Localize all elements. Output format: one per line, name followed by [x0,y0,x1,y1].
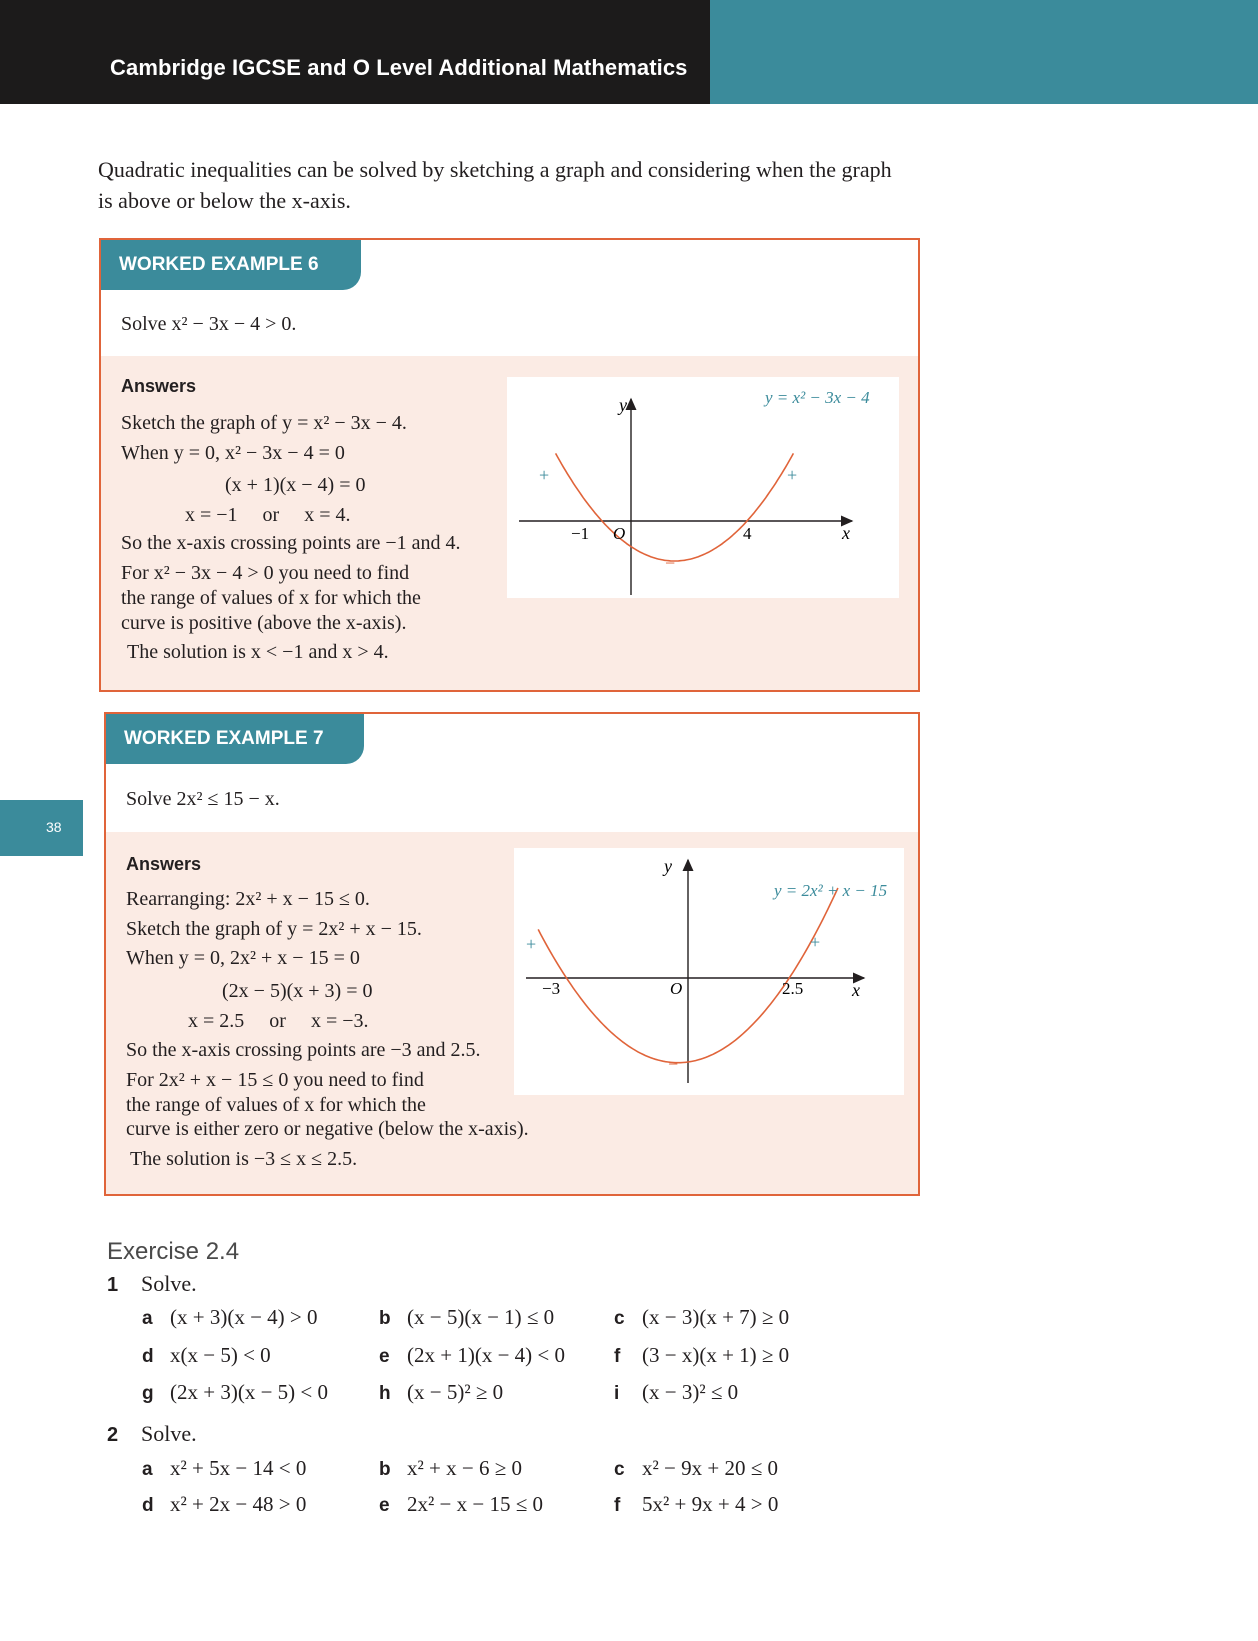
exercise-part: f 5x² + 9x + 4 > 0 [614,1492,779,1516]
exercise-part: b (x − 5)(x − 1) ≤ 0 [379,1305,555,1329]
x-axis-label: x [842,523,850,543]
parabola-graph-6 [507,377,899,598]
worked-example-6-question: Solve x² − 3x − 4 > 0. [121,313,297,335]
exercise-part: b x² + x − 6 ≥ 0 [379,1456,523,1480]
page-number: 38 [0,800,83,856]
answer-line: When y = 0, x² − 3x − 4 = 0 [121,442,345,464]
plus-sign-right: + [787,465,798,485]
worked-example-7 [104,712,920,1196]
answer-line: Sketch the graph of y = 2x² + x − 15. [126,918,422,940]
curve-equation: y = 2x² + x − 15 [774,881,888,900]
plus-sign-left: + [526,934,537,954]
origin-label: O [670,979,683,998]
minus-sign: − [665,553,676,573]
y-axis-label: y [664,856,672,876]
answer-line: So the x-axis crossing points are −3 and 2.5. [126,1039,481,1061]
exercise-part: c (x − 3)(x + 7) ≥ 0 [614,1305,790,1329]
exercise-part: h (x − 5)² ≥ 0 [379,1380,504,1404]
question-instruction: Solve. [141,1421,197,1446]
exercise-part: i (x − 3)² ≤ 0 [614,1380,739,1404]
answer-line: the range of values of x for which the [121,587,421,609]
exercise-part: a x² + 5x − 14 < 0 [142,1456,307,1480]
header-accent-bar [710,0,1258,104]
curve-equation: y = x² − 3x − 4 [765,388,870,407]
minus-sign: − [668,1054,679,1074]
question-number: 1 [107,1274,119,1296]
question-number: 2 [107,1424,119,1446]
exercise-part: e (2x + 1)(x − 4) < 0 [379,1343,566,1367]
answer-line: When y = 0, 2x² + x − 15 = 0 [126,947,360,969]
worked-example-6 [99,238,920,692]
root-right-label: 2.5 [782,979,804,998]
answer-line: x = 2.5 or x = −3. [188,1010,369,1032]
answer-line: the range of values of x for which the [126,1094,426,1116]
solution-line: The solution is −3 ≤ x ≤ 2.5. [130,1148,358,1170]
exercise-part: d x(x − 5) < 0 [142,1343,271,1367]
answer-line: For x² − 3x − 4 > 0 you need to find [121,562,410,584]
question-instruction: Solve. [141,1271,197,1296]
answer-line: Sketch the graph of y = x² − 3x − 4. [121,412,407,434]
exercise-part: f (3 − x)(x + 1) ≥ 0 [614,1343,790,1367]
graph-example-7 [514,848,904,1095]
answers-title: Answers [121,376,197,396]
root-right-label: 4 [743,524,752,543]
header-bar [0,0,710,104]
y-axis-label: y [619,395,627,415]
plus-sign-right: + [810,932,821,952]
answer-line: So the x-axis crossing points are −1 and 4. [121,532,461,554]
exercise-part: d x² + 2x − 48 > 0 [142,1492,307,1516]
answers-title: Answers [126,854,202,874]
worked-example-7-question: Solve 2x² ≤ 15 − x. [126,788,280,810]
worked-example-7-answers [106,832,918,1194]
answer-line: Rearranging: 2x² + x − 15 ≤ 0. [126,888,370,910]
worked-example-7-tab: WORKED EXAMPLE 7 [106,714,364,764]
parabola-curve [556,453,794,561]
solution-line: The solution is x < −1 and x > 4. [127,641,389,663]
worked-example-6-tab: WORKED EXAMPLE 6 [101,240,361,290]
plus-sign-left: + [539,465,550,485]
answer-line: curve is positive (above the x-axis). [121,612,407,634]
exercise-part: a (x + 3)(x − 4) > 0 [142,1305,318,1329]
exercise-part: g (2x + 3)(x − 5) < 0 [142,1380,329,1404]
root-left-label: −1 [571,524,590,543]
worked-example-6-answers [101,356,918,690]
parabola-graph-7 [514,848,904,1095]
answer-line: (x + 1)(x − 4) = 0 [225,474,366,496]
graph-example-6 [507,377,899,598]
answer-line: (2x − 5)(x + 3) = 0 [222,980,373,1002]
root-left-label: −3 [542,979,561,998]
book-title: Cambridge IGCSE and O Level Additional Mathematics [110,55,688,80]
exercise-part: e 2x² − x − 15 ≤ 0 [379,1492,544,1516]
answer-line: x = −1 or x = 4. [185,504,351,526]
x-axis-label: x [852,980,860,1000]
intro-paragraph: Quadratic inequalities can be solved by sketching a graph and considering when the graph is above or below the x-axis. [98,157,892,213]
answer-line: curve is either zero or negative (below the x-axis). [126,1118,529,1140]
answer-line: For 2x² + x − 15 ≤ 0 you need to find [126,1069,424,1091]
origin-label: O [613,524,626,543]
exercise-part: c x² − 9x + 20 ≤ 0 [614,1456,779,1480]
exercise-title: Exercise 2.4 [107,1238,240,1265]
